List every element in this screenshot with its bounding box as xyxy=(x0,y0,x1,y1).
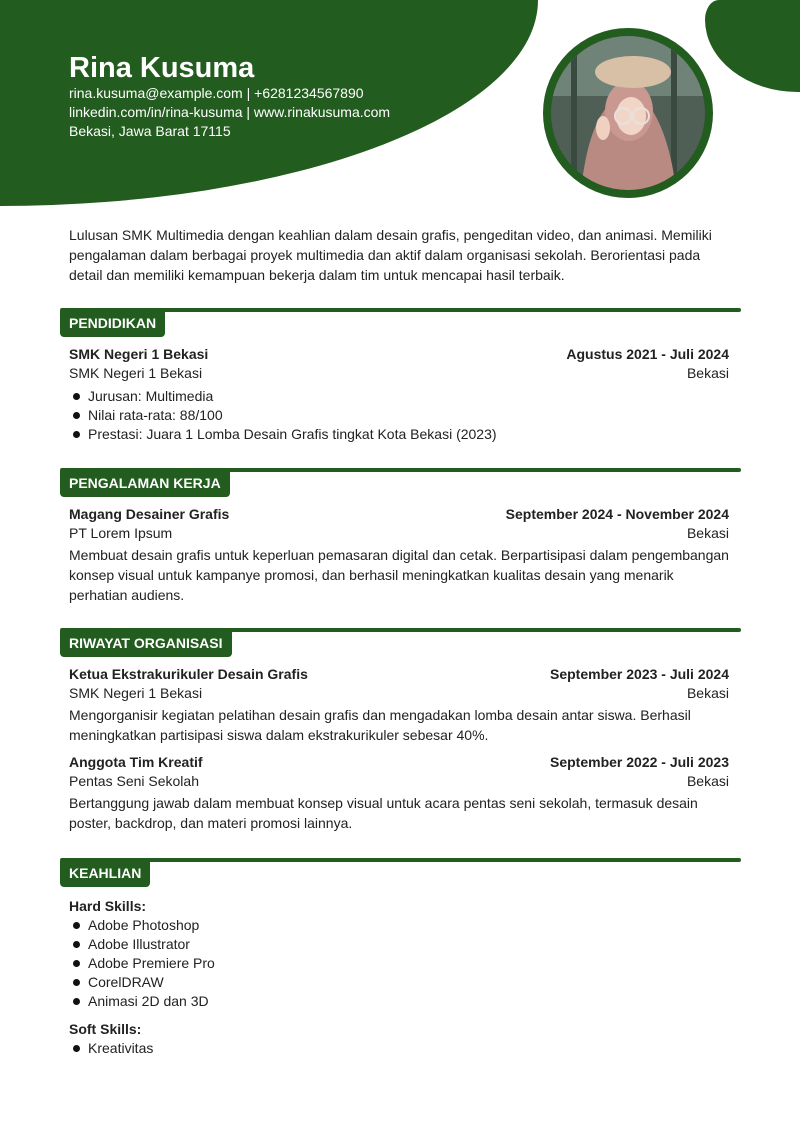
description: Bertanggung jawab dalam membuat konsep visual untuk acara pentas seni sekolah, termasuk desain poster, backdrop, dan materi promosi lainnya. xyxy=(69,795,698,831)
contact-address: Bekasi, Jawa Barat 17115 xyxy=(69,123,231,139)
list-item: Animasi 2D dan 3D xyxy=(69,992,729,1011)
header xyxy=(69,52,390,141)
education-dates: Agustus 2021 - Juli 2024 xyxy=(566,346,729,362)
school-name: SMK Negeri 1 Bekasi xyxy=(69,346,209,362)
experience-entry xyxy=(69,505,729,605)
dates: September 2024 - November 2024 xyxy=(505,506,729,522)
location: Bekasi xyxy=(686,773,729,789)
role: Magang Desainer Grafis xyxy=(69,506,230,522)
list-item: Adobe Premiere Pro xyxy=(69,954,729,973)
location: Bekasi xyxy=(686,685,729,701)
contact-links: linkedin.com/in/rina-kusuma | www.rinakusuma.com xyxy=(69,104,391,120)
profile-photo-image xyxy=(551,36,705,190)
description: Membuat desain grafis untuk keperluan pemasaran digital dan cetak. Berpartisipasi dalam pengembangan konsep visual untuk kampanye promosi, dan berhasil meningkatkan kualitas desain yang menarik perhatian audiens. xyxy=(69,547,729,603)
organization-entry xyxy=(69,665,729,745)
dates: September 2023 - Juli 2024 xyxy=(550,666,729,682)
organization-entry xyxy=(69,753,729,833)
list-item: Jurusan: Multimedia xyxy=(69,387,729,406)
soft-skills-label: Soft Skills: xyxy=(69,1021,142,1037)
hard-skills-label: Hard Skills: xyxy=(69,898,147,914)
corner-decoration-shape xyxy=(705,0,800,92)
organization: PT Lorem Ipsum xyxy=(69,525,173,541)
location: Bekasi xyxy=(686,525,729,541)
section-title: RIWAYAT ORGANISASI xyxy=(60,631,232,657)
section-title: PENGALAMAN KERJA xyxy=(60,471,230,497)
list-item: Adobe Photoshop xyxy=(69,916,729,935)
section-organization xyxy=(60,628,741,833)
section-experience xyxy=(60,468,741,605)
section-title: KEAHLIAN xyxy=(60,861,150,887)
organization: SMK Negeri 1 Bekasi xyxy=(69,685,203,701)
institution: SMK Negeri 1 Bekasi xyxy=(69,365,203,381)
profile-photo xyxy=(543,28,713,198)
section-skills xyxy=(60,858,741,1058)
list-item: CorelDRAW xyxy=(69,973,729,992)
organization: Pentas Seni Sekolah xyxy=(69,773,199,789)
list-item: Prestasi: Juara 1 Lomba Desain Grafis tingkat Kota Bekasi (2023) xyxy=(69,425,729,444)
list-item: Nilai rata-rata: 88/100 xyxy=(69,406,729,425)
list-item: Kreativitas xyxy=(69,1039,729,1058)
role: Ketua Ekstrakurikuler Desain Grafis xyxy=(69,666,308,682)
contact-email-phone: rina.kusuma@example.com | +6281234567890 xyxy=(69,85,364,101)
education-location: Bekasi xyxy=(686,365,729,381)
role: Anggota Tim Kreatif xyxy=(69,754,203,770)
list-item: Adobe Illustrator xyxy=(69,935,729,954)
description: Mengorganisir kegiatan pelatihan desain grafis dan mengadakan lomba desain antar siswa. Berhasil meningkatkan partisipasi siswa dalam ekstrakurikuler sebesar 40%. xyxy=(69,707,691,743)
professional-summary: Lulusan SMK Multimedia dengan keahlian dalam desain grafis, pengeditan video, dan animasi. Memiliki pengalaman dalam berbagai proyek multimedia dan aktif dalam organisasi sekolah. Berorientasi pada detail dan memiliki kemampuan bekerja dalam tim untuk mencapai hasil terbaik. xyxy=(69,227,712,283)
section-divider xyxy=(60,858,741,862)
section-title: PENDIDIKAN xyxy=(60,311,165,337)
dates: September 2022 - Juli 2023 xyxy=(550,754,729,770)
candidate-name: Rina Kusuma xyxy=(69,52,255,84)
section-education xyxy=(60,308,741,444)
